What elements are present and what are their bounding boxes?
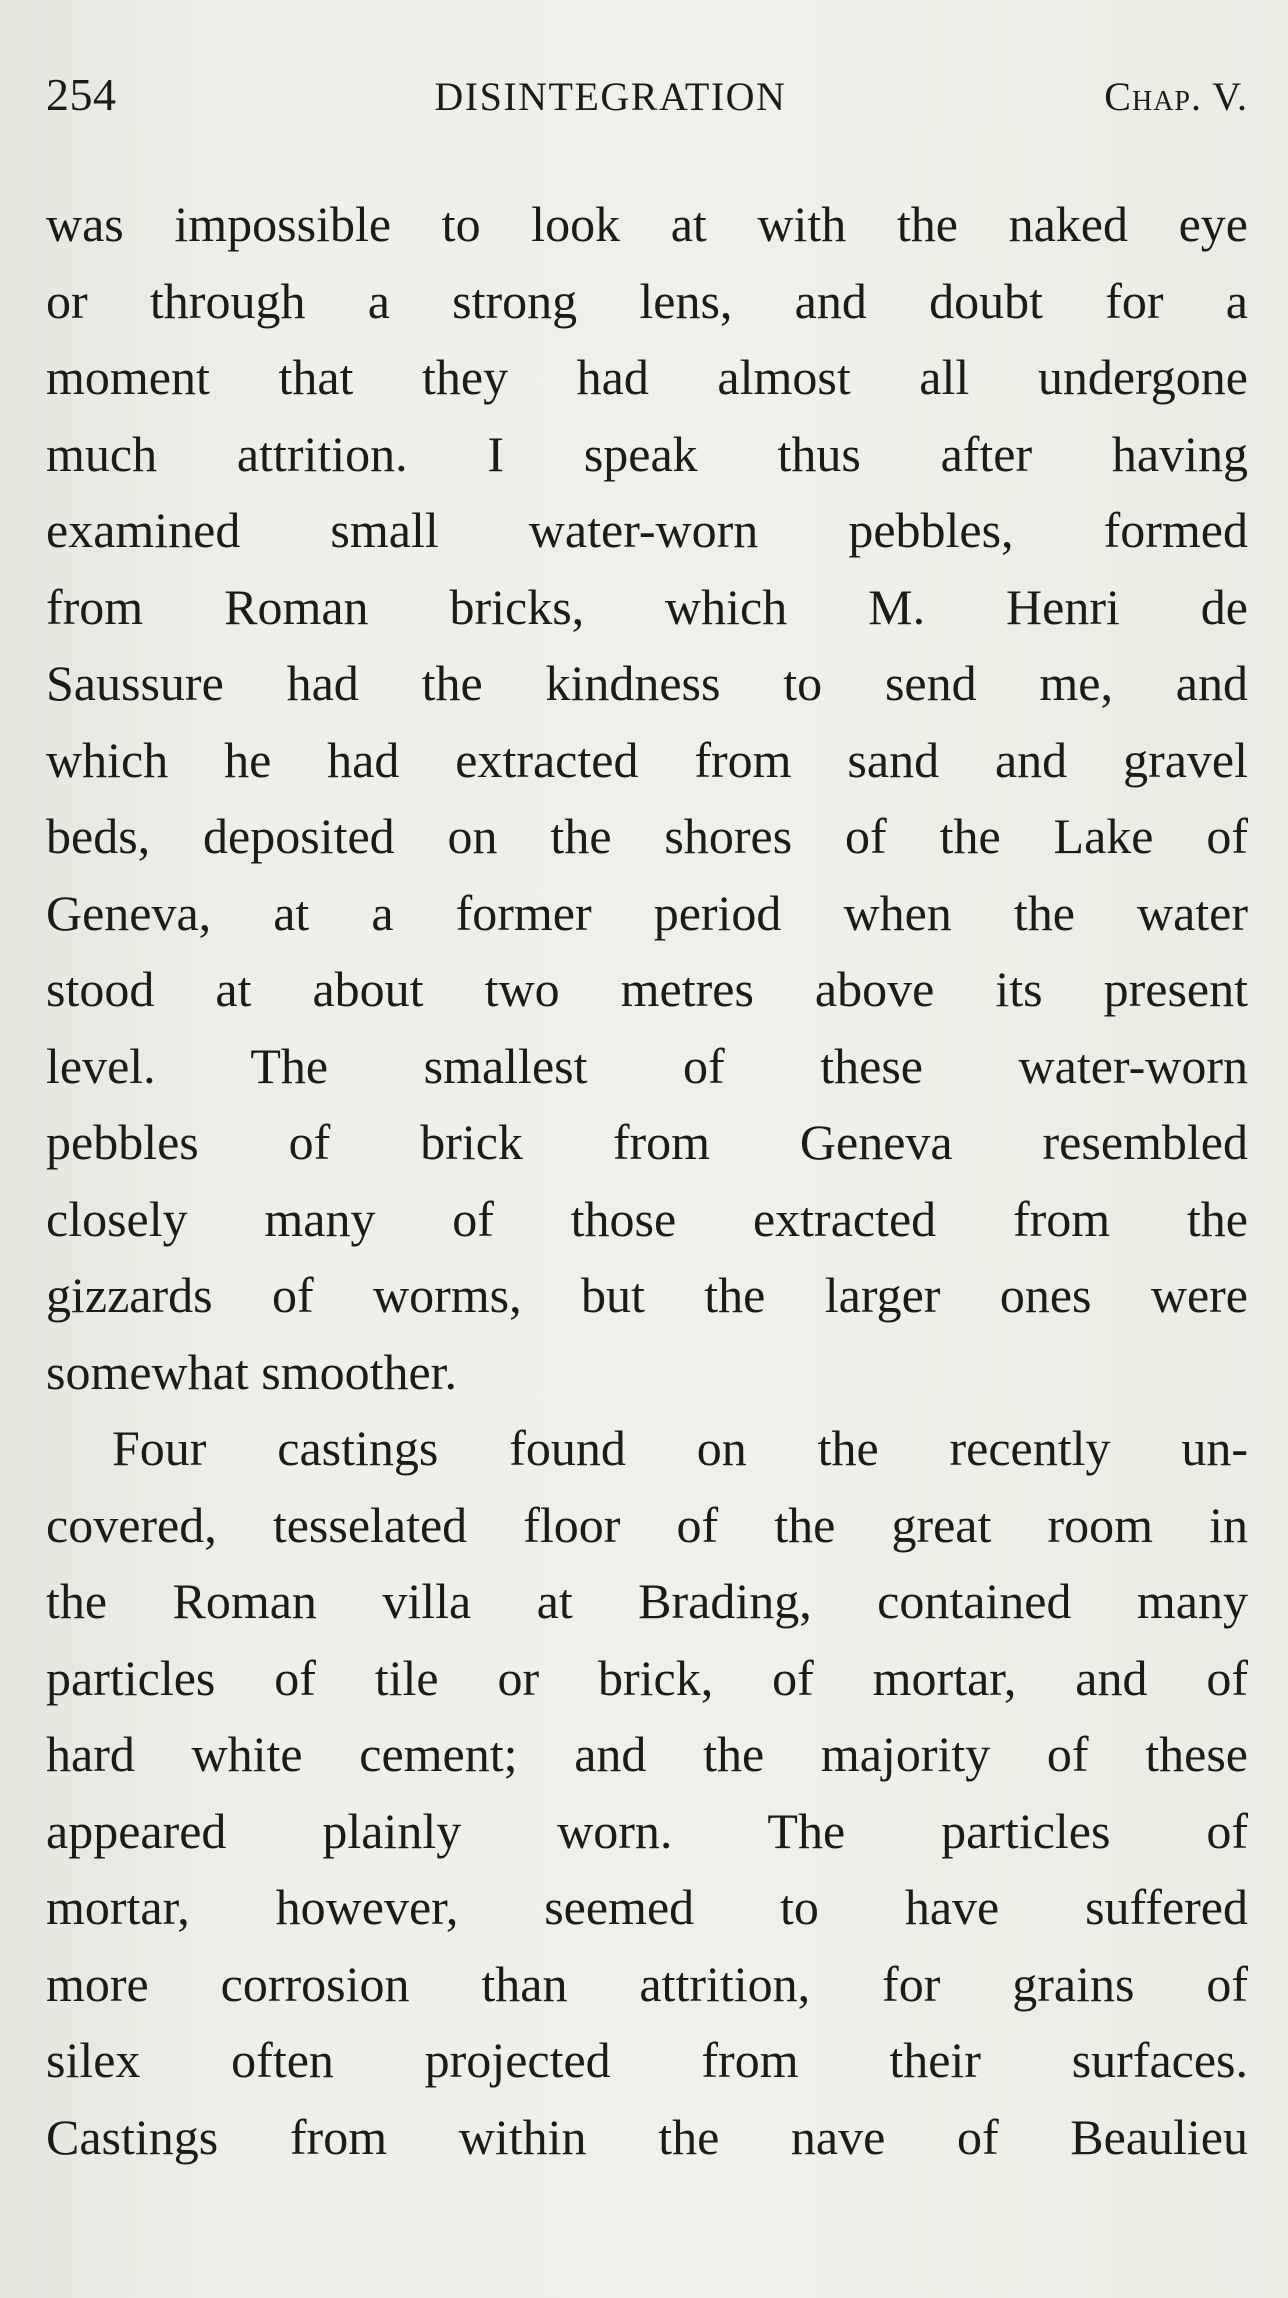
text-line: more corrosion than attrition, for grains of: [46, 1955, 1248, 2012]
text-line: pebbles of brick from Geneva resembled: [46, 1114, 1248, 1170]
text-line: or through a strong lens, and doubt for a: [46, 272, 1248, 329]
running-head: DISINTEGRATION: [434, 74, 787, 119]
text-line: mortar, however, seemed to have suffered: [46, 1879, 1248, 1935]
paragraph-end-line: somewhat smoother.: [46, 1343, 458, 1400]
text-line: particles of tile or brick, of mortar, and of: [46, 1649, 1248, 1706]
page-header: [46, 68, 1248, 128]
page-number: 254: [46, 69, 117, 120]
text-line: was impossible to look at with the naked eye: [46, 196, 1248, 252]
text-line: hard white cement; and the majority of these: [46, 1726, 1248, 1782]
body-text: [46, 186, 1248, 2175]
text-line: level. The smallest of these water-worn: [46, 1037, 1248, 1094]
text-line: moment that they had almost all undergone: [46, 349, 1248, 405]
text-line: gizzards of worms, but the larger ones were: [46, 1267, 1248, 1323]
text-line: Saussure had the kindness to send me, and: [46, 655, 1248, 711]
text-line: stood at about two metres above its present: [46, 961, 1248, 1017]
paragraph-start-line: Four castings found on the recently un-: [112, 1420, 1248, 1476]
text-line: examined small water-worn pebbles, formed: [46, 502, 1248, 558]
text-line: Geneva, at a former period when the water: [46, 884, 1248, 941]
text-line: closely many of those extracted from the: [46, 1190, 1248, 1247]
text-line: which he had extracted from sand and gravel: [46, 731, 1248, 788]
text-line: from Roman bricks, which M. Henri de: [46, 578, 1248, 635]
text-line: much attrition. I speak thus after having: [46, 425, 1248, 482]
text-line: covered, tesselated floor of the great room in: [46, 1496, 1248, 1553]
text-line: the Roman villa at Brading, contained many: [46, 1573, 1248, 1629]
chapter-label: Chap. V.: [1104, 74, 1248, 119]
text-line: appeared plainly worn. The particles of: [46, 1802, 1248, 1859]
text-line: Castings from within the nave of Beaulieu: [46, 2108, 1248, 2165]
text-line: beds, deposited on the shores of the Lake of: [46, 808, 1248, 864]
text-line: silex often projected from their surfaces.: [46, 2032, 1248, 2088]
